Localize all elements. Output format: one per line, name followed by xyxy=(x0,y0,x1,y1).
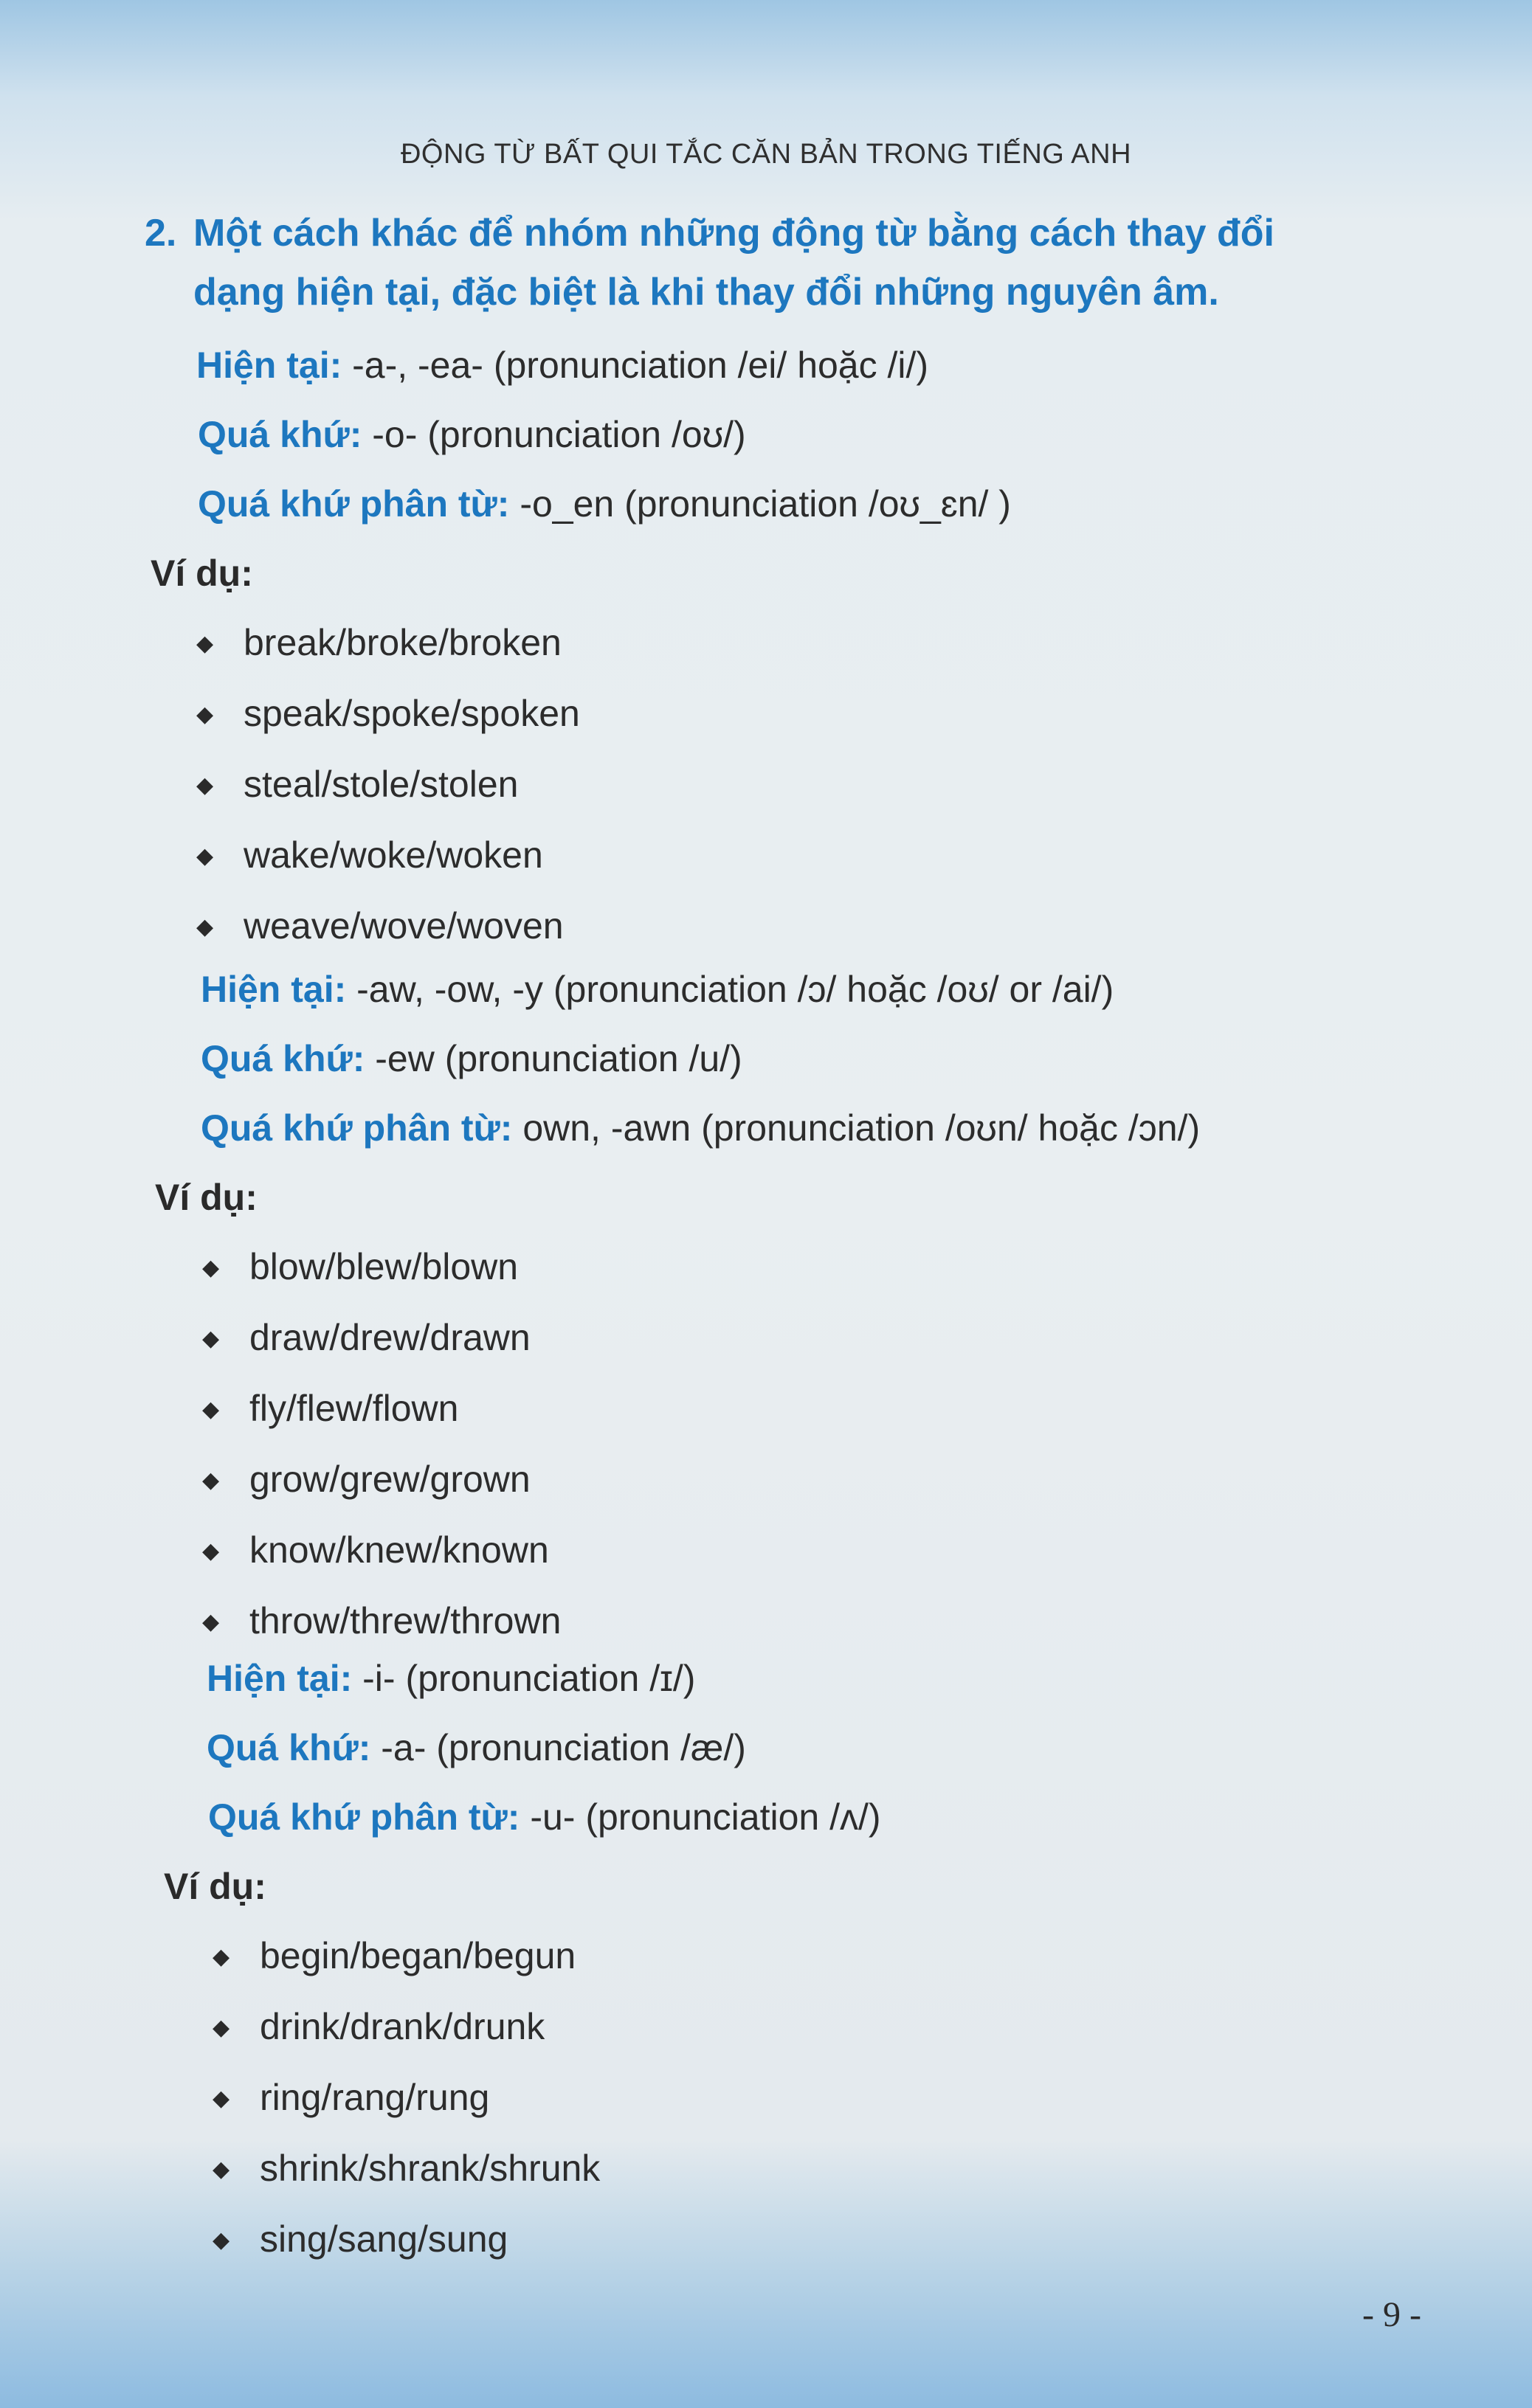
example-heading: Ví dụ: xyxy=(164,1866,266,1907)
example-item: ◆ drink/drank/drunk xyxy=(0,1992,1532,2063)
example-heading: Ví dụ: xyxy=(151,553,253,594)
bullet-icon: ◆ xyxy=(213,2228,230,2252)
vowel-group-2 xyxy=(0,955,1532,1657)
past-tense-rule: Quá khứ: -ew (pronunciation /u/) xyxy=(201,1038,742,1079)
bullet-icon: ◆ xyxy=(213,2157,230,2182)
page-number: - 9 - xyxy=(1362,2295,1421,2334)
example-item: ◆ throw/threw/thrown xyxy=(0,1586,1532,1657)
bullet-icon: ◆ xyxy=(213,1945,230,1969)
bullet-icon: ◆ xyxy=(196,915,214,939)
example-item: ◆ begin/began/begun xyxy=(0,1921,1532,1992)
bullet-icon: ◆ xyxy=(202,1539,220,1563)
example-item: ◆ know/knew/known xyxy=(0,1515,1532,1586)
bullet-icon: ◆ xyxy=(213,2016,230,2040)
bullet-icon: ◆ xyxy=(202,1397,220,1422)
past-tense-rule: Quá khứ: -o- (pronunciation /oʊ/) xyxy=(198,414,746,455)
example-item: ◆ weave/wove/woven xyxy=(0,891,1532,962)
bullet-icon: ◆ xyxy=(202,1256,220,1280)
example-item: ◆ ring/rang/rung xyxy=(0,2063,1532,2134)
past-participle-rule: Quá khứ phân từ: -o_en (pronunciation /oʊ_ɛn/ ) xyxy=(198,483,1011,525)
section-title-line-1 xyxy=(145,204,1421,263)
example-item: ◆ fly/flew/flown xyxy=(0,1374,1532,1445)
example-item: ◆ speak/spoke/spoken xyxy=(0,679,1532,750)
bullet-icon: ◆ xyxy=(202,1468,220,1492)
running-header: ĐỘNG TỪ BẤT QUI TẮC CĂN BẢN TRONG TIẾNG ANH xyxy=(400,139,1132,170)
bullet-icon: ◆ xyxy=(196,702,214,727)
example-item: ◆ sing/sang/sung xyxy=(0,2204,1532,2275)
bullet-icon: ◆ xyxy=(196,773,214,798)
bullet-icon: ◆ xyxy=(196,844,214,868)
example-item: ◆ grow/grew/grown xyxy=(0,1445,1532,1515)
bullet-icon: ◆ xyxy=(202,1326,220,1351)
example-item: ◆ break/broke/broken xyxy=(0,608,1532,679)
example-item: ◆ blow/blew/blown xyxy=(0,1232,1532,1303)
past-tense-rule: Quá khứ: -a- (pronunciation /æ/) xyxy=(207,1727,746,1768)
section-title-text-1: Một cách khác để nhóm những động từ bằng cách thay đổi xyxy=(193,212,1274,255)
present-tense-rule: Hiện tại: -i- (pronunciation /ɪ/) xyxy=(207,1658,696,1699)
section-number: 2. xyxy=(145,212,177,255)
example-item: ◆ draw/drew/drawn xyxy=(0,1303,1532,1374)
section-title xyxy=(145,204,1421,322)
past-participle-rule: Quá khứ phân từ: own, -awn (pronunciation /oʊn/ hoặc /ɔn/) xyxy=(201,1107,1201,1149)
example-item: ◆ steal/stole/stolen xyxy=(0,750,1532,820)
example-item: ◆ shrink/shrank/shrunk xyxy=(0,2134,1532,2204)
example-item: ◆ wake/woke/woken xyxy=(0,820,1532,891)
bullet-icon: ◆ xyxy=(202,1610,220,1634)
vowel-group-3 xyxy=(0,1644,1532,2275)
past-participle-rule: Quá khứ phân từ: -u- (pronunciation /ʌ/) xyxy=(208,1796,881,1838)
bullet-icon: ◆ xyxy=(213,2086,230,2111)
vowel-group-1 xyxy=(0,331,1532,962)
present-tense-rule: Hiện tại: -a-, -ea- (pronunciation /ei/ hoặc /i/) xyxy=(196,345,929,386)
section-title-line-2: dạng hiện tại, đặc biệt là khi thay đổi những nguyên âm. xyxy=(193,271,1219,314)
example-heading: Ví dụ: xyxy=(155,1177,258,1218)
present-tense-rule: Hiện tại: -aw, -ow, -y (pronunciation /ɔ/ hoặc /oʊ/ or /ai/) xyxy=(201,969,1114,1010)
bullet-icon: ◆ xyxy=(196,632,214,656)
